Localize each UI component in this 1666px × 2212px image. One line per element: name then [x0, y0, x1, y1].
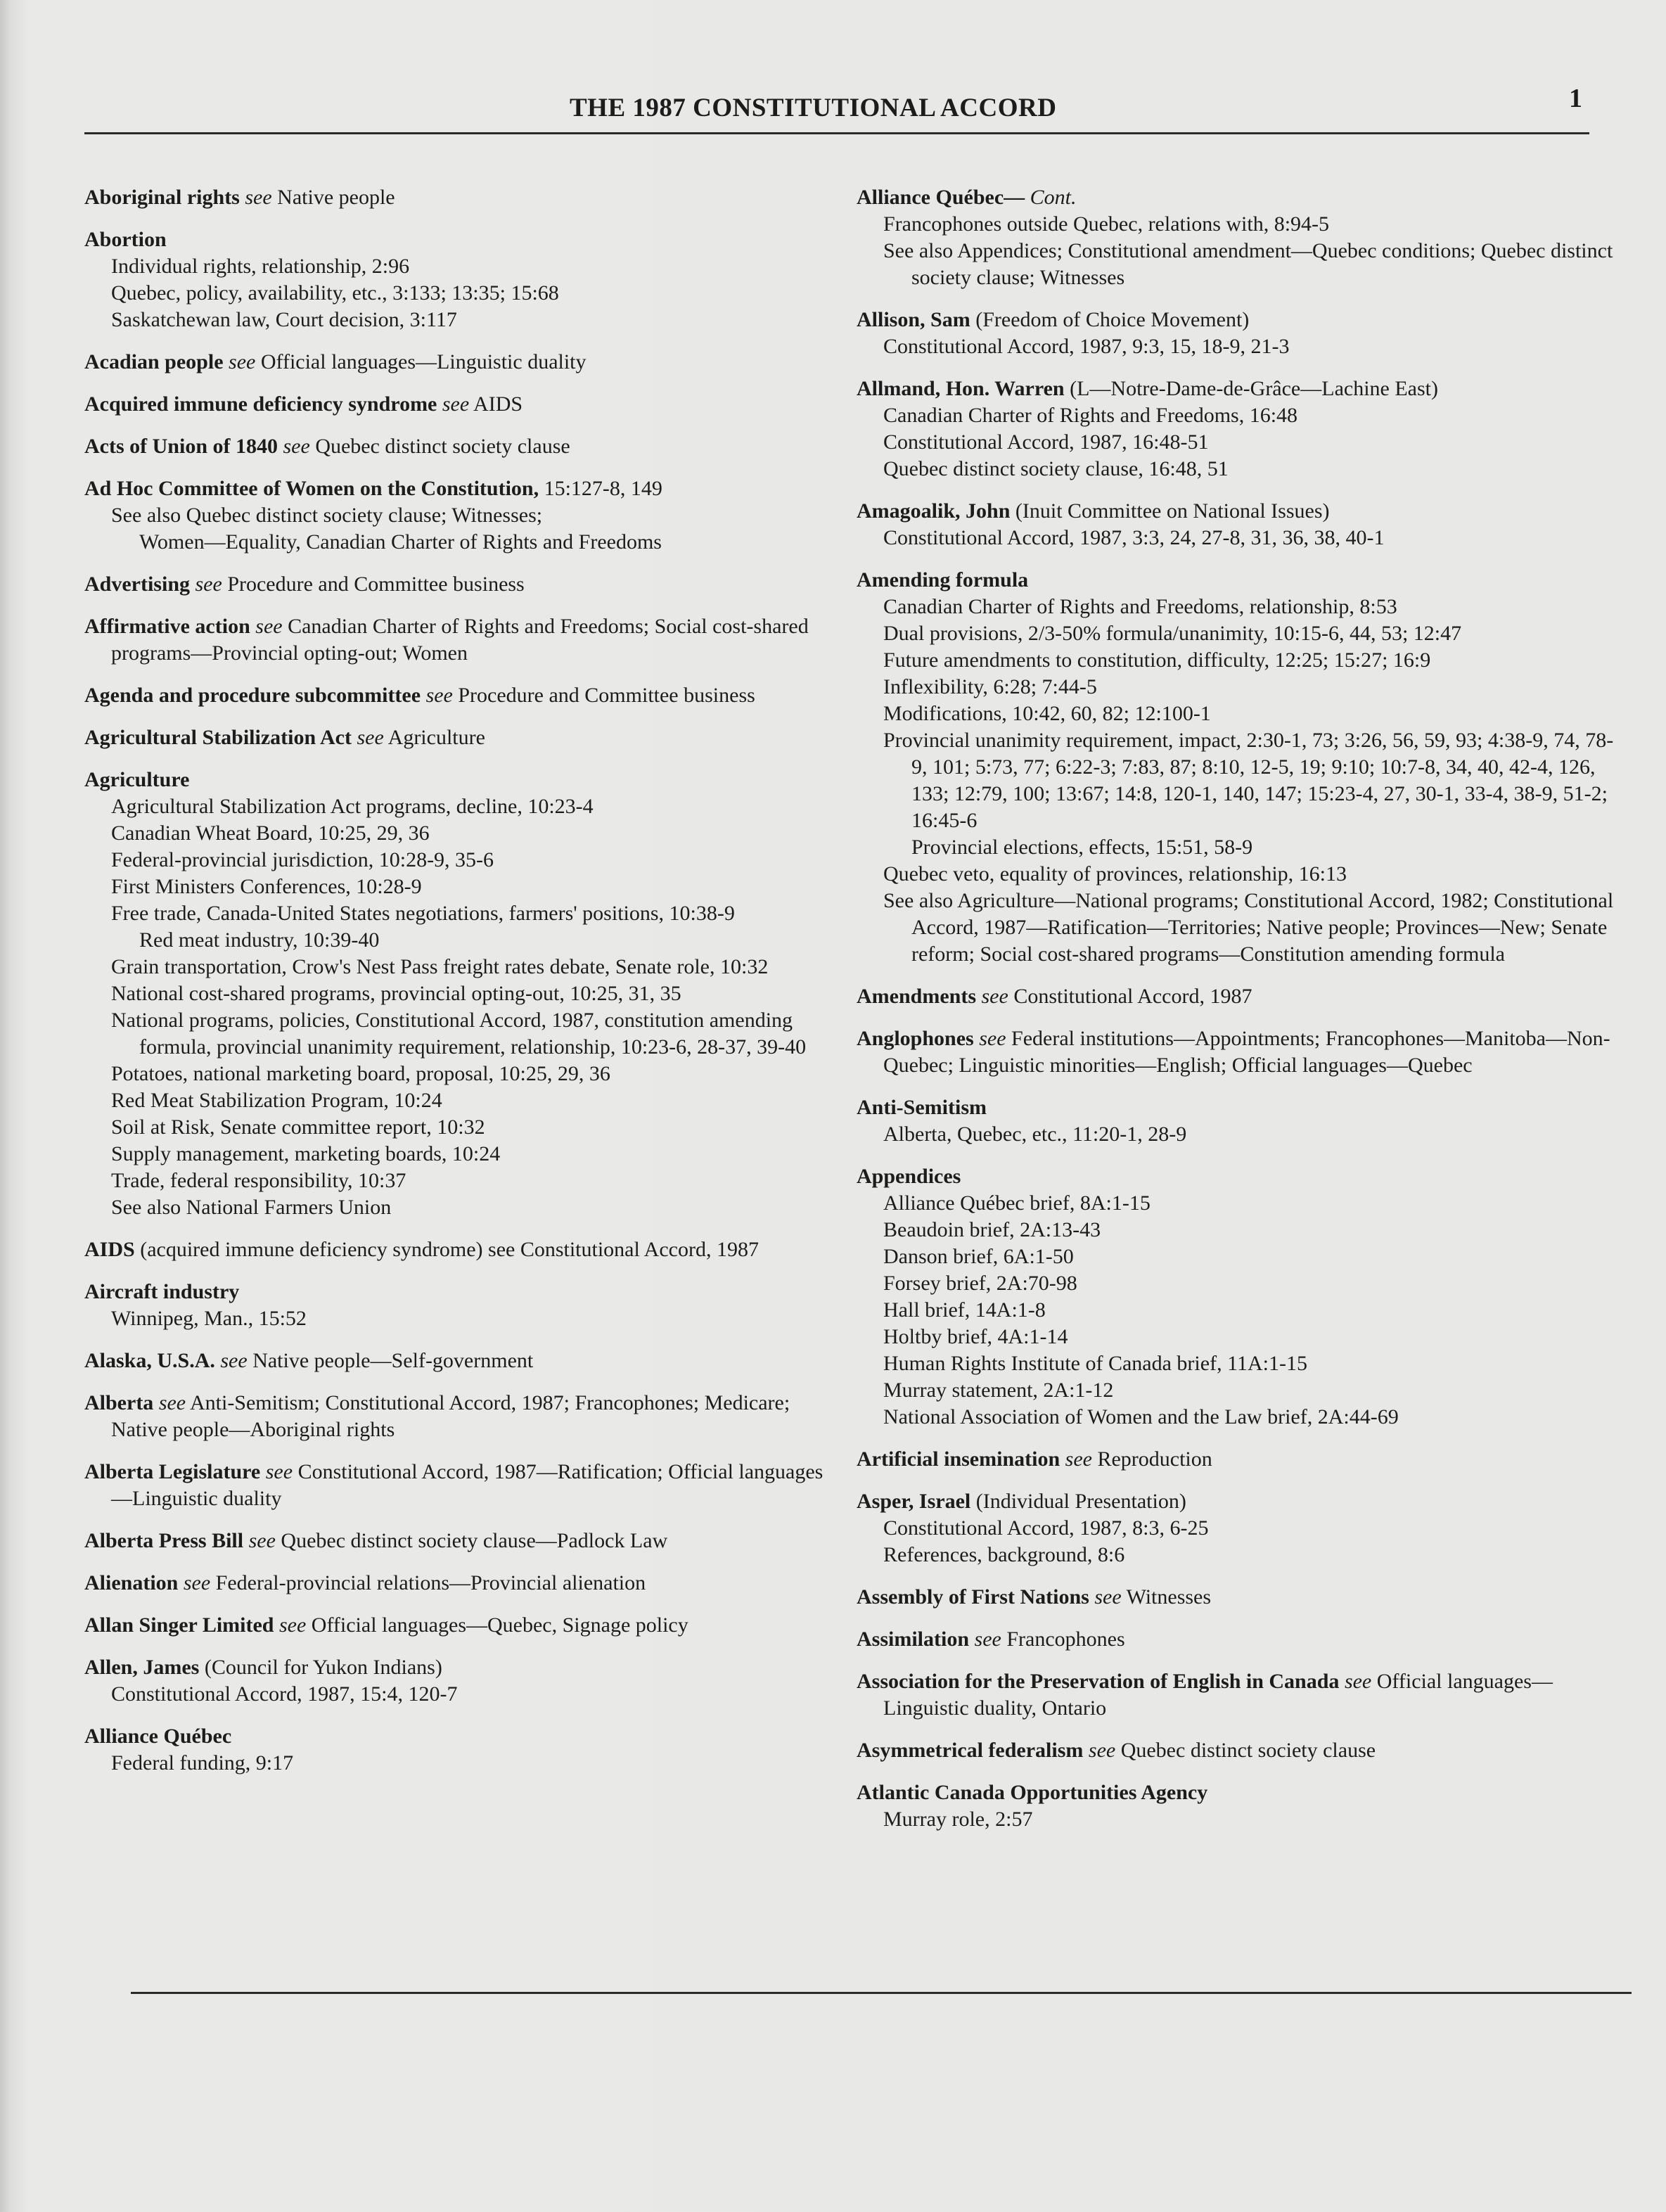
entry-rest: (Council for Yukon Indians)	[204, 1656, 442, 1679]
entry-rest: Quebec distinct society clause	[1120, 1739, 1376, 1762]
index-entry-heading	[857, 1584, 1616, 1611]
index-subentry: Quebec distinct society clause, 16:48, 51	[883, 457, 1229, 480]
index-subentry: Winnipeg, Man., 15:52	[111, 1307, 307, 1330]
running-header	[84, 84, 1589, 134]
index-entry	[84, 391, 844, 418]
index-subentry: Francophones outside Quebec, relations with, 8:94-5	[883, 212, 1330, 236]
index-entry-heading	[857, 1626, 1616, 1653]
index-subentry: Individual rights, relationship, 2:96	[111, 255, 410, 278]
index-entry-heading	[84, 682, 844, 709]
index-entry	[84, 184, 844, 211]
index-entry	[84, 349, 844, 376]
index-entry-heading	[857, 1446, 1616, 1473]
entry-head: Alberta Legislature	[84, 1460, 261, 1483]
index-subentry: Modifications, 10:42, 60, 82; 12:100-1	[883, 702, 1211, 725]
entry-head: Alliance Québec—	[857, 186, 1025, 209]
index-entry-heading	[857, 1094, 1616, 1121]
index-entry	[84, 1390, 844, 1443]
entry-head: Appendices	[857, 1165, 961, 1188]
index-entry	[857, 1779, 1616, 1833]
see-reference-marker: see	[183, 1571, 211, 1594]
entry-head: Alienation	[84, 1571, 179, 1594]
see-reference-marker: see	[255, 615, 283, 638]
see-reference-marker: see	[357, 726, 384, 749]
index-entry	[857, 1626, 1616, 1653]
index-subentry: See also Appendices; Constitutional amendment—Quebec conditions; Quebec distinct society clause; Witnesses	[883, 239, 1613, 289]
index-entry-heading	[857, 1668, 1616, 1722]
index-subentry: Supply management, marketing boards, 10:24	[111, 1142, 501, 1165]
index-entry-heading	[857, 1163, 1616, 1190]
index-subentry: Canadian Charter of Rights and Freedoms, 16:48	[883, 404, 1298, 427]
entry-rest: Reproduction	[1097, 1447, 1212, 1471]
entry-head: Acquired immune deficiency syndrome	[84, 392, 437, 416]
index-entry-heading	[857, 1779, 1616, 1806]
entry-rest: Quebec distinct society clause	[315, 435, 570, 458]
see-reference-marker: Cont.	[1030, 186, 1077, 209]
entry-head: Association for the Preservation of English in Canada	[857, 1670, 1340, 1693]
index-entry-heading	[84, 226, 844, 253]
index-subentry: Potatoes, national marketing board, proposal, 10:25, 29, 36	[111, 1062, 610, 1085]
index-subentry: National cost-shared programs, provincial opting-out, 10:25, 31, 35	[111, 982, 681, 1005]
index-subentry: Quebec, policy, availability, etc., 3:133; 13:35; 15:68	[111, 281, 559, 305]
entry-rest: Constitutional Accord, 1987	[1013, 985, 1252, 1008]
entry-rest: Canadian Charter of Rights and Freedoms; Social cost-shared programs—Provincial opting-out; Women	[111, 615, 809, 665]
entry-rest: Witnesses	[1126, 1585, 1212, 1609]
index-entry	[857, 1668, 1616, 1722]
entry-rest: Native people	[277, 186, 395, 209]
entry-rest: Quebec distinct society clause—Padlock Law	[281, 1529, 668, 1552]
index-subentry: Hall brief, 14A:1-8	[883, 1298, 1046, 1322]
entry-rest: (acquired immune deficiency syndrome) see Constitutional Accord, 1987	[140, 1238, 759, 1261]
index-subentry: Human Rights Institute of Canada brief, 11A:1-15	[883, 1352, 1307, 1375]
index-entry	[84, 613, 844, 667]
index-entry	[857, 376, 1616, 482]
see-reference-marker: see	[158, 1391, 186, 1414]
index-subentry: Women—Equality, Canadian Charter of Rights and Freedoms	[139, 530, 662, 554]
entry-head: Advertising	[84, 573, 190, 596]
entry-rest: (Inuit Committee on National Issues)	[1015, 499, 1330, 523]
index-entry-heading	[857, 184, 1616, 211]
index-entry-heading	[84, 1654, 844, 1681]
index-entry-heading	[84, 1390, 844, 1443]
index-entry-heading	[84, 1236, 844, 1263]
index-entry-heading	[84, 433, 844, 460]
index-subentry: Provincial elections, effects, 15:51, 58-9	[911, 836, 1253, 859]
index-subentry: Saskatchewan law, Court decision, 3:117	[111, 308, 457, 331]
page-number: 1	[1569, 84, 1582, 113]
index-entry	[84, 1723, 844, 1777]
entry-head: Assimilation	[857, 1628, 970, 1651]
index-subentry: Murray role, 2:57	[883, 1808, 1033, 1831]
index-column-left	[84, 184, 844, 1792]
index-entry-heading	[84, 767, 844, 793]
entry-rest: (Freedom of Choice Movement)	[975, 308, 1250, 331]
see-reference-marker: see	[1344, 1670, 1372, 1693]
see-reference-marker: see	[278, 1613, 307, 1637]
index-subentry: Constitutional Accord, 1987, 3:3, 24, 27-8, 31, 36, 38, 40-1	[883, 526, 1385, 549]
index-subentry: Red meat industry, 10:39-40	[139, 928, 380, 952]
index-entry	[857, 1488, 1616, 1568]
index-entry	[857, 567, 1616, 968]
index-subentry: Inflexibility, 6:28; 7:44-5	[883, 675, 1097, 698]
index-entry	[857, 184, 1616, 291]
index-entry-heading	[857, 1488, 1616, 1515]
index-subentry: Soil at Risk, Senate committee report, 10:32	[111, 1115, 485, 1139]
entry-rest: Procedure and Committee business	[458, 684, 755, 707]
index-entry	[84, 724, 844, 751]
index-subentry: Grain transportation, Crow's Nest Pass freight rates debate, Senate role, 10:32	[111, 955, 769, 978]
index-entry	[857, 983, 1616, 1010]
entry-head: Acts of Union of 1840	[84, 435, 278, 458]
entry-head: Allan Singer Limited	[84, 1613, 274, 1637]
index-entry-heading	[84, 391, 844, 418]
entry-head: Amagoalik, John	[857, 499, 1011, 523]
index-subentry: Canadian Charter of Rights and Freedoms, relationship, 8:53	[883, 595, 1397, 618]
entry-head: Agriculture	[84, 768, 190, 791]
index-subentry: Constitutional Accord, 1987, 15:4, 120-7	[111, 1682, 458, 1706]
index-entry-heading	[84, 1612, 844, 1639]
entry-head: Allen, James	[84, 1656, 200, 1679]
entry-head: Affirmative action	[84, 615, 250, 638]
entry-head: Alberta Press Bill	[84, 1529, 244, 1552]
index-subentry: Future amendments to constitution, difficulty, 12:25; 15:27; 16:9	[883, 648, 1431, 672]
index-entry-heading	[857, 1737, 1616, 1764]
index-subentry: Holtby brief, 4A:1-14	[883, 1325, 1068, 1348]
index-subentry: Free trade, Canada-United States negotiations, farmers' positions, 10:38-9	[111, 902, 735, 925]
entry-rest: Official languages—Linguistic duality, Ontario	[883, 1670, 1553, 1720]
index-subentry: Beaudoin brief, 2A:13-43	[883, 1218, 1101, 1241]
index-entry	[84, 1528, 844, 1554]
entry-rest: Federal-provincial relations—Provincial alienation	[215, 1571, 646, 1594]
entry-rest: Agriculture	[387, 726, 485, 749]
index-subentry: Danson brief, 6A:1-50	[883, 1245, 1074, 1268]
index-subentry: National programs, policies, Constitutional Accord, 1987, constitution amending formula, provincial unanimity requirement, relationship, 10:23-6, 28-37, 39-40	[111, 1009, 807, 1059]
see-reference-marker: see	[425, 684, 453, 707]
see-reference-marker: see	[195, 573, 222, 596]
index-subentry: Trade, federal responsibility, 10:37	[111, 1169, 406, 1192]
entry-head: Allmand, Hon. Warren	[857, 377, 1065, 400]
index-entry	[857, 1737, 1616, 1764]
entry-head: Anglophones	[857, 1027, 974, 1050]
index-subentry: Forsey brief, 2A:70-98	[883, 1272, 1077, 1295]
index-entry-heading	[857, 983, 1616, 1010]
see-reference-marker: see	[283, 435, 310, 458]
entry-head: Artificial insemination	[857, 1447, 1061, 1471]
see-reference-marker: see	[1065, 1447, 1092, 1471]
see-reference-marker: see	[265, 1460, 293, 1483]
index-entry	[84, 1459, 844, 1512]
see-reference-marker: see	[229, 350, 256, 373]
index-entry	[84, 1236, 844, 1263]
see-reference-marker: see	[1094, 1585, 1122, 1609]
index-entry	[857, 1163, 1616, 1431]
entry-rest: Official languages—Quebec, Signage policy	[311, 1613, 688, 1637]
index-entry	[84, 226, 844, 333]
entry-rest: Official languages—Linguistic duality	[260, 350, 587, 373]
entry-rest: Native people—Self-government	[252, 1349, 534, 1372]
index-subentry: References, background, 8:6	[883, 1543, 1125, 1566]
entry-rest: 15:127-8, 149	[544, 477, 662, 500]
see-reference-marker: see	[979, 1027, 1006, 1050]
index-subentry: Canadian Wheat Board, 10:25, 29, 36	[111, 821, 430, 845]
entry-head: Alliance Québec	[84, 1725, 232, 1748]
index-entry	[857, 1446, 1616, 1473]
entry-head: Assembly of First Nations	[857, 1585, 1089, 1609]
index-entry-heading	[84, 724, 844, 751]
index-subentry: Federal funding, 9:17	[111, 1751, 294, 1775]
entry-head: Anti-Semitism	[857, 1096, 987, 1119]
see-reference-marker: see	[974, 1628, 1001, 1651]
entry-head: Alberta	[84, 1391, 154, 1414]
index-entry	[857, 1584, 1616, 1611]
index-entry-heading	[857, 498, 1616, 525]
entry-head: Abortion	[84, 228, 167, 251]
entry-head: Agenda and procedure subcommittee	[84, 684, 421, 707]
index-entry-heading	[84, 349, 844, 376]
index-entry-heading	[84, 571, 844, 598]
index-entry-heading	[84, 475, 844, 502]
entry-head: Aboriginal rights	[84, 186, 240, 209]
index-subentry: Red Meat Stabilization Program, 10:24	[111, 1089, 442, 1112]
entry-head: Amending formula	[857, 568, 1029, 592]
see-reference-marker: see	[220, 1349, 248, 1372]
entry-head: Asymmetrical federalism	[857, 1739, 1084, 1762]
index-entry-heading	[857, 1025, 1616, 1079]
see-reference-marker: see	[442, 392, 470, 416]
index-subentry: See also National Farmers Union	[111, 1196, 392, 1219]
index-subentry: Alliance Québec brief, 8A:1-15	[883, 1191, 1151, 1215]
index-entry-heading	[84, 1570, 844, 1597]
index-entry	[857, 307, 1616, 360]
index-subentry: First Ministers Conferences, 10:28-9	[111, 875, 422, 898]
index-subentry: Agricultural Stabilization Act programs, decline, 10:23-4	[111, 795, 594, 818]
entry-head: Aircraft industry	[84, 1280, 240, 1303]
index-subentry: Quebec veto, equality of provinces, relationship, 16:13	[883, 862, 1347, 886]
index-entry-heading	[84, 1279, 844, 1305]
entry-head: Amendments	[857, 985, 976, 1008]
entry-head: Acadian people	[84, 350, 224, 373]
index-entry-heading	[84, 613, 844, 667]
index-entry-heading	[857, 307, 1616, 333]
entry-head: Allison, Sam	[857, 308, 970, 331]
index-subentry: See also Quebec distinct society clause; Witnesses;	[111, 504, 543, 527]
index-subentry: Federal-provincial jurisdiction, 10:28-9, 35-6	[111, 848, 494, 871]
entry-rest: (L—Notre-Dame-de-Grâce—Lachine East)	[1070, 377, 1438, 400]
index-entry-heading	[84, 1723, 844, 1750]
index-subentry: Dual provisions, 2/3-50% formula/unanimity, 10:15-6, 44, 53; 12:47	[883, 622, 1462, 645]
index-entry	[857, 1025, 1616, 1079]
index-entry	[84, 1612, 844, 1639]
index-entry	[84, 433, 844, 460]
entry-head: Alaska, U.S.A.	[84, 1349, 215, 1372]
see-reference-marker: see	[1088, 1739, 1116, 1762]
index-entry	[84, 571, 844, 598]
index-entry	[84, 1654, 844, 1708]
index-entry-heading	[84, 184, 844, 211]
index-subentry: Constitutional Accord, 1987, 8:3, 6-25	[883, 1516, 1209, 1540]
see-reference-marker: see	[248, 1529, 276, 1552]
index-subentry: Constitutional Accord, 1987, 16:48-51	[883, 430, 1209, 454]
entry-rest: Francophones	[1006, 1628, 1125, 1651]
entry-rest: Federal institutions—Appointments; Francophones—Manitoba—Non-Quebec; Linguistic minorities—English; Official languages—Quebec	[883, 1027, 1610, 1077]
entry-rest: (Individual Presentation)	[975, 1490, 1186, 1513]
entry-rest: Constitutional Accord, 1987—Ratification; Official languages—Linguistic duality	[111, 1460, 824, 1510]
index-subentry: Constitutional Accord, 1987, 9:3, 15, 18-9, 21-3	[883, 335, 1290, 358]
index-column-right	[857, 184, 1616, 1848]
entry-head: Ad Hoc Committee of Women on the Constitution,	[84, 477, 539, 500]
index-entry	[84, 767, 844, 1221]
index-entry	[84, 1348, 844, 1374]
see-reference-marker: see	[245, 186, 272, 209]
index-entry	[84, 682, 844, 709]
index-subentry: Murray statement, 2A:1-12	[883, 1379, 1114, 1402]
index-entry-heading	[84, 1528, 844, 1554]
entry-head: Asper, Israel	[857, 1490, 971, 1513]
index-entry-heading	[857, 376, 1616, 402]
index-entry-heading	[84, 1348, 844, 1374]
index-entry	[84, 475, 844, 556]
entry-rest: AIDS	[473, 392, 523, 416]
index-entry	[857, 1094, 1616, 1148]
entry-head: Atlantic Canada Opportunities Agency	[857, 1781, 1208, 1804]
index-entry	[84, 1279, 844, 1332]
index-entry-heading	[84, 1459, 844, 1512]
entry-head: AIDS	[84, 1238, 135, 1261]
index-entry-heading	[857, 567, 1616, 594]
index-subentry: Alberta, Quebec, etc., 11:20-1, 28-9	[883, 1123, 1187, 1146]
entry-head: Agricultural Stabilization Act	[84, 726, 352, 749]
entry-rest: Anti-Semitism; Constitutional Accord, 1987; Francophones; Medicare; Native people—Aboriginal rights	[111, 1391, 790, 1441]
running-title: THE 1987 CONSTITUTIONAL ACCORD	[570, 94, 1057, 122]
see-reference-marker: see	[981, 985, 1008, 1008]
bottom-rule	[131, 1992, 1632, 1994]
index-subentry: Provincial unanimity requirement, impact, 2:30-1, 73; 3:26, 56, 59, 93; 4:38-9, 74, 78-9, 101; 5:73, 77; 6:22-3; 7:83, 87; 8:10, 12-5, 19; 9:10; 10:7-8, 34, 40, 42-4, 126, 133; 12:79, 100; 13:67; 14:8, 120-1, 140, 147; 15:23-4, 27, 30-1, 33-4, 38-9, 51-2; 16:45-6	[883, 729, 1614, 832]
index-subentry: See also Agriculture—National programs; Constitutional Accord, 1982; Constitutional Accord, 1987—Ratification—Territories; Native people; Provinces—New; Senate reform; Social cost-shared programs—Constitution amending formula	[883, 889, 1614, 966]
index-entry	[84, 1570, 844, 1597]
index-subentry: National Association of Women and the Law brief, 2A:44-69	[883, 1405, 1399, 1428]
index-entry	[857, 498, 1616, 551]
entry-rest: Procedure and Committee business	[227, 573, 525, 596]
